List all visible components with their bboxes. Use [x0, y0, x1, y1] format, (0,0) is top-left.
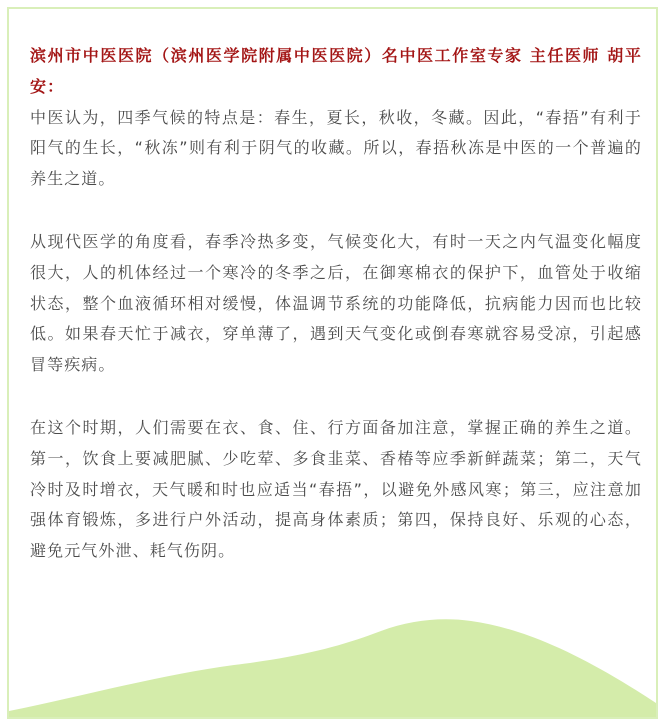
paragraph-tcm-seasons: 中医认为，四季气候的特点是：春生，夏长，秋收，冬藏。因此，“春捂”有利于阳气的生长，“秋冻”则有利于阴气的收藏。所以，春捂秋冻是中医的一个普遍的养生之道。: [30, 107, 642, 189]
article-heading: 滨州市中医医院（滨州医学院附属中医医院）名中医工作室专家 主任医师 胡平安：: [30, 46, 642, 96]
article-card: [7, 7, 658, 719]
paragraph-spacer: [30, 381, 642, 413]
paragraph-modern-medicine: 从现代医学的角度看，春季冷热多变，气候变化大，有时一天之内气温变化幅度很大，人的机体经过一个寒冷的冬季之后，在御寒棉衣的保护下，血管处于收缩状态，整个血液循环相对缓慢，体温调节系统的功能降低，抗病能力因而也比较低。如果春天忙于减衣，穿单薄了，遇到天气变化或倒春寒就容易受凉，引起感冒等疾病。: [30, 231, 642, 375]
paragraph-spacer: [30, 195, 642, 227]
article-content: [30, 41, 642, 567]
paragraph-health-advice: 在这个时期，人们需要在衣、食、住、行方面备加注意，掌握正确的养生之道。第一，饮食上要减肥腻、少吃荤、多食韭菜、香椿等应季新鲜蔬菜；第二，天气冷时及时增衣，天气暖和时也应适当“春捂”，以避免外感风寒；第三，应注意加强体育锻炼，多进行户外活动，提高身体素质；第四，保持良好、乐观的心态，避免元气外泄、耗气伤阴。: [30, 417, 642, 561]
green-hill-decoration: [9, 617, 656, 717]
